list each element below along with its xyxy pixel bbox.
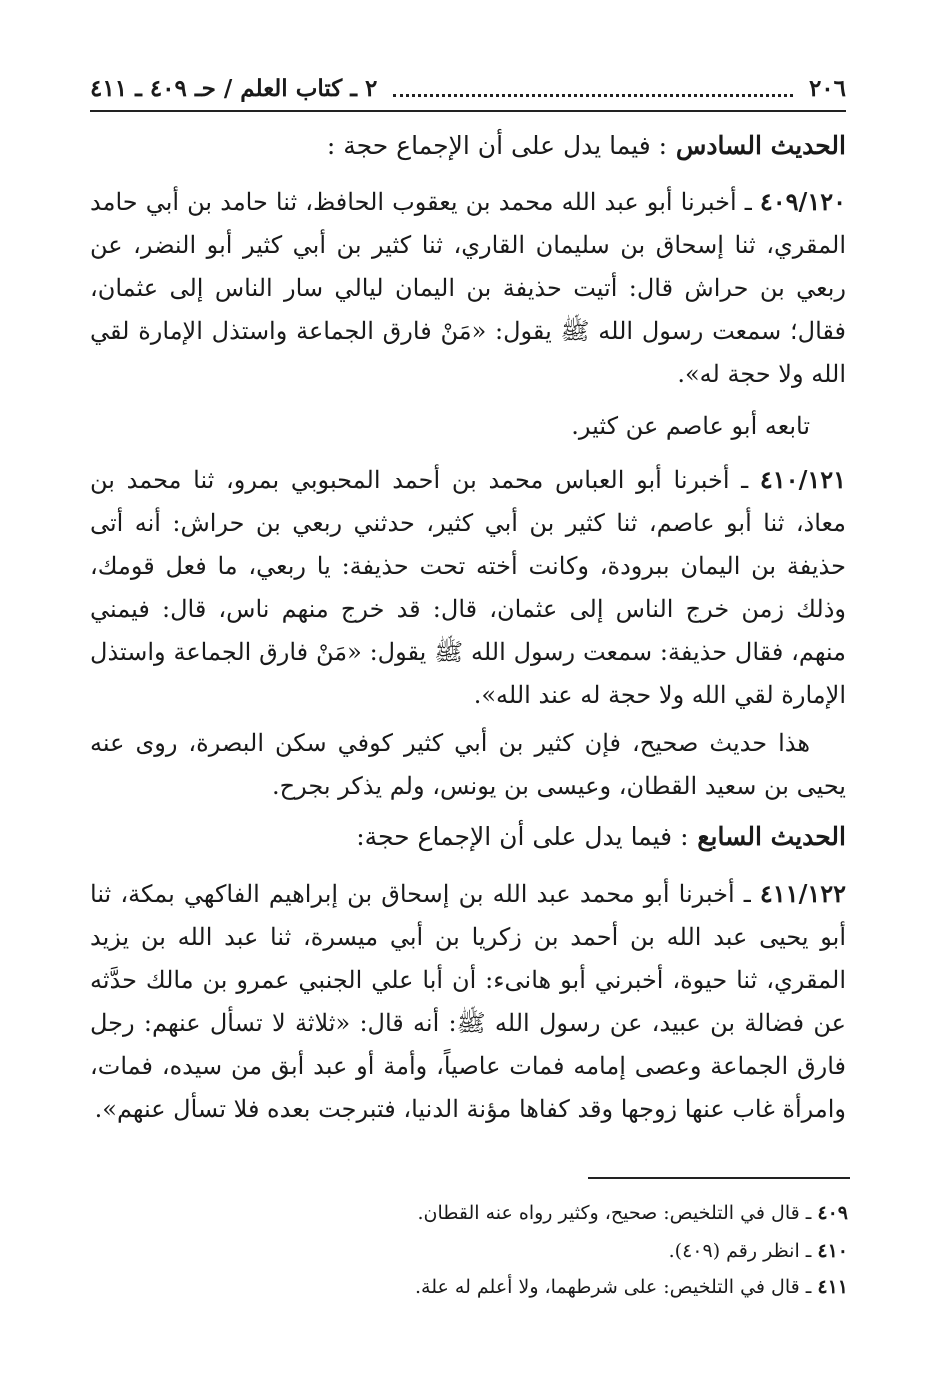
hadith-7-heading xyxy=(90,817,846,857)
page-number: ٢٠٦ xyxy=(808,74,846,102)
hadith-7-label: الحديث السابع xyxy=(697,822,846,851)
hadith-411-paragraph xyxy=(90,872,846,1131)
hadith-409-paragraph xyxy=(90,180,846,396)
footnote-411-text: ـ قال في التلخيص: على شرطهما، ولا أعلم له علة. xyxy=(415,1276,812,1298)
tabaahu-text: تابعه أبو عاصم عن كثير. xyxy=(571,412,810,440)
hadith-411-number: ٤١١/١٢٢ xyxy=(759,879,846,908)
hadith-410-number: ٤١٠/١٢١ xyxy=(759,465,846,494)
footnote-411-number: ٤١١ xyxy=(817,1276,848,1298)
grading-text: هذا حديث صحيح، فإن كثير بن أبي كثير كوفي سكن البصرة، روى عنه يحيى بن سعيد القطان، وعيسى بن يونس، ولم يذكر بجرح. xyxy=(90,729,846,800)
hadith-6-heading xyxy=(90,126,846,166)
footnote-410 xyxy=(90,1236,848,1266)
footnote-rule xyxy=(588,1177,850,1179)
hadith-7-subtitle: : فيما يدل على أن الإجماع حجة: xyxy=(356,822,689,851)
hadith-409-text: ـ أخبرنا أبو عبد الله محمد بن يعقوب الحافظ، ثنا حامد بن أبي حامد المقري، ثنا إسحاق بن سليمان القاري، ثنا كثير بن أبي كثير أبو النضر، عن ربعي بن حراش قال: أتيت حذيفة بن اليمان ليالي سار الناس إلى عثمان، فقال؛ سمعت رسول الله ﷺ يقول: «مَنْ فارق الجماعة واستذل الإمارة لقي الله ولا حجة له». xyxy=(90,188,846,388)
footnote-410-text: ـ انظر رقم (٤٠٩). xyxy=(668,1240,812,1262)
chapter-title: ٢ ـ كتاب العلم / حـ ٤٠٩ ـ ٤١١ xyxy=(90,74,378,102)
footnote-409 xyxy=(90,1198,848,1228)
running-header xyxy=(90,68,846,108)
header-rule xyxy=(90,110,846,112)
footnote-411 xyxy=(90,1272,848,1302)
footnote-410-number: ٤١٠ xyxy=(817,1240,848,1262)
hadith-410-paragraph xyxy=(90,458,846,717)
grading-paragraph xyxy=(90,722,846,808)
footnote-409-text: ـ قال في التلخيص: صحيح، وكثير رواه عنه القطان. xyxy=(417,1202,812,1224)
tabaahu-line xyxy=(90,405,846,448)
hadith-411-text: ـ أخبرنا أبو محمد عبد الله بن إسحاق بن إبراهيم الفاكهي بمكة، ثنا أبو يحيى عبد الله بن أحمد بن زكريا بن أبي ميسرة، ثنا عبد الله بن يزيد المقري، ثنا حيوة، أخبرني أبو هانىء: أن أبا علي الجنبي عمرو بن مالك حدَّثه عن فضالة بن عبيد، عن رسول الله ﷺ: أنه قال: «ثلاثة لا تسأل عنهم: رجل فارق الجماعة وعصى إمامه فمات عاصياً، وأمة أو عبد أبق من سيده، فمات، وامرأة غاب عنها زوجها وقد كفاها مؤنة الدنيا، فتبرجت بعده فلا تسأل عنهم». xyxy=(90,880,846,1123)
header-dot-leader xyxy=(393,80,793,97)
hadith-6-label: الحديث السادس xyxy=(675,131,846,160)
hadith-409-number: ٤٠٩/١٢٠ xyxy=(759,187,846,216)
hadith-410-text: ـ أخبرنا أبو العباس محمد بن أحمد المحبوبي بمرو، ثنا محمد بن معاذ، ثنا أبو عاصم، ثنا كثير بن أبي كثير، حدثني ربعي بن حراش: أنه أتى حذيفة بن اليمان ببرودة، وكانت أخته تحت حذيفة: يا ربعي، ما فعل قومك، وذلك زمن خرج الناس إلى عثمان، قال: قد خرج منهم ناس، قال: فيمني منهم، فقال حذيفة: سمعت رسول الله ﷺ يقول: «مَنْ فارق الجماعة واستذل الإمارة لقي الله ولا حجة له عند الله». xyxy=(90,466,846,709)
hadith-6-subtitle: : فيما يدل على أن الإجماع حجة : xyxy=(326,131,668,160)
footnote-409-number: ٤٠٩ xyxy=(817,1202,848,1224)
